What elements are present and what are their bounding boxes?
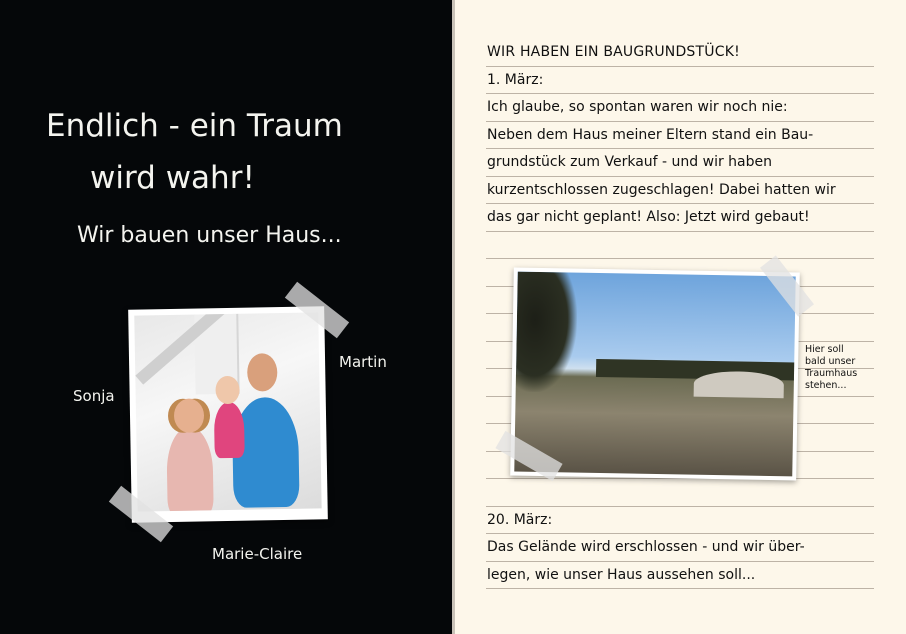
entry-text-line: Ich glaube, so spontan waren wir noch nie: — [487, 99, 788, 115]
trees — [516, 272, 578, 393]
ruled-line — [486, 588, 874, 589]
ruled-line — [486, 66, 874, 67]
ruled-line — [486, 533, 874, 534]
woman-figure — [166, 426, 214, 511]
ruled-line — [486, 176, 874, 177]
name-label-bottom: Marie-Claire — [212, 545, 303, 563]
page-heading: WIR HABEN EIN BAUGRUNDSTÜCK! — [487, 44, 740, 60]
ruled-line — [486, 231, 874, 232]
caption-line: stehen... — [805, 380, 847, 391]
entry-text-line: grundstück zum Verkauf - und wir haben — [487, 154, 773, 170]
property-photo-image — [514, 272, 795, 477]
entry-text-line: Neben dem Haus meiner Eltern stand ein Bau- — [487, 127, 814, 143]
ruled-line — [486, 561, 874, 562]
entry-date: 1. März: — [487, 72, 544, 88]
woman-head — [174, 398, 205, 433]
child-head — [215, 376, 239, 404]
family-photo-image — [134, 312, 321, 511]
left-page — [0, 0, 452, 634]
ruled-line — [486, 121, 874, 122]
entry-text-line: kurzentschlossen zugeschlagen! Dabei hatten wir — [487, 182, 836, 198]
ruled-line — [486, 258, 874, 259]
title-line-2: wird wahr! — [90, 160, 255, 196]
photo-caption — [805, 344, 857, 392]
ruled-line — [486, 506, 874, 507]
subtitle: Wir bauen unser Haus... — [77, 223, 342, 248]
caption-line: bald unser — [805, 356, 856, 367]
family-photo — [128, 306, 328, 522]
caption-line: Traumhaus — [805, 368, 858, 379]
child-figure — [214, 402, 245, 459]
gravel-mound — [694, 371, 784, 399]
ruled-line — [486, 203, 874, 204]
entry-text-line: Das Gelände wird erschlossen - und wir über- — [487, 539, 805, 555]
entry-text-line: das gar nicht geplant! Also: Jetzt wird gebaut! — [487, 209, 810, 225]
name-label-right: Martin — [339, 353, 387, 371]
caption-line: Hier soll — [805, 344, 844, 355]
title-line-1: Endlich - ein Traum — [46, 108, 343, 144]
ruled-line — [486, 148, 874, 149]
ruled-line — [486, 93, 874, 94]
entry-text-line: legen, wie unser Haus aussehen soll... — [487, 567, 756, 583]
property-photo — [510, 268, 800, 481]
entry-date: 20. März: — [487, 512, 553, 528]
name-label-left: Sonja — [73, 387, 115, 405]
man-head — [247, 353, 278, 392]
